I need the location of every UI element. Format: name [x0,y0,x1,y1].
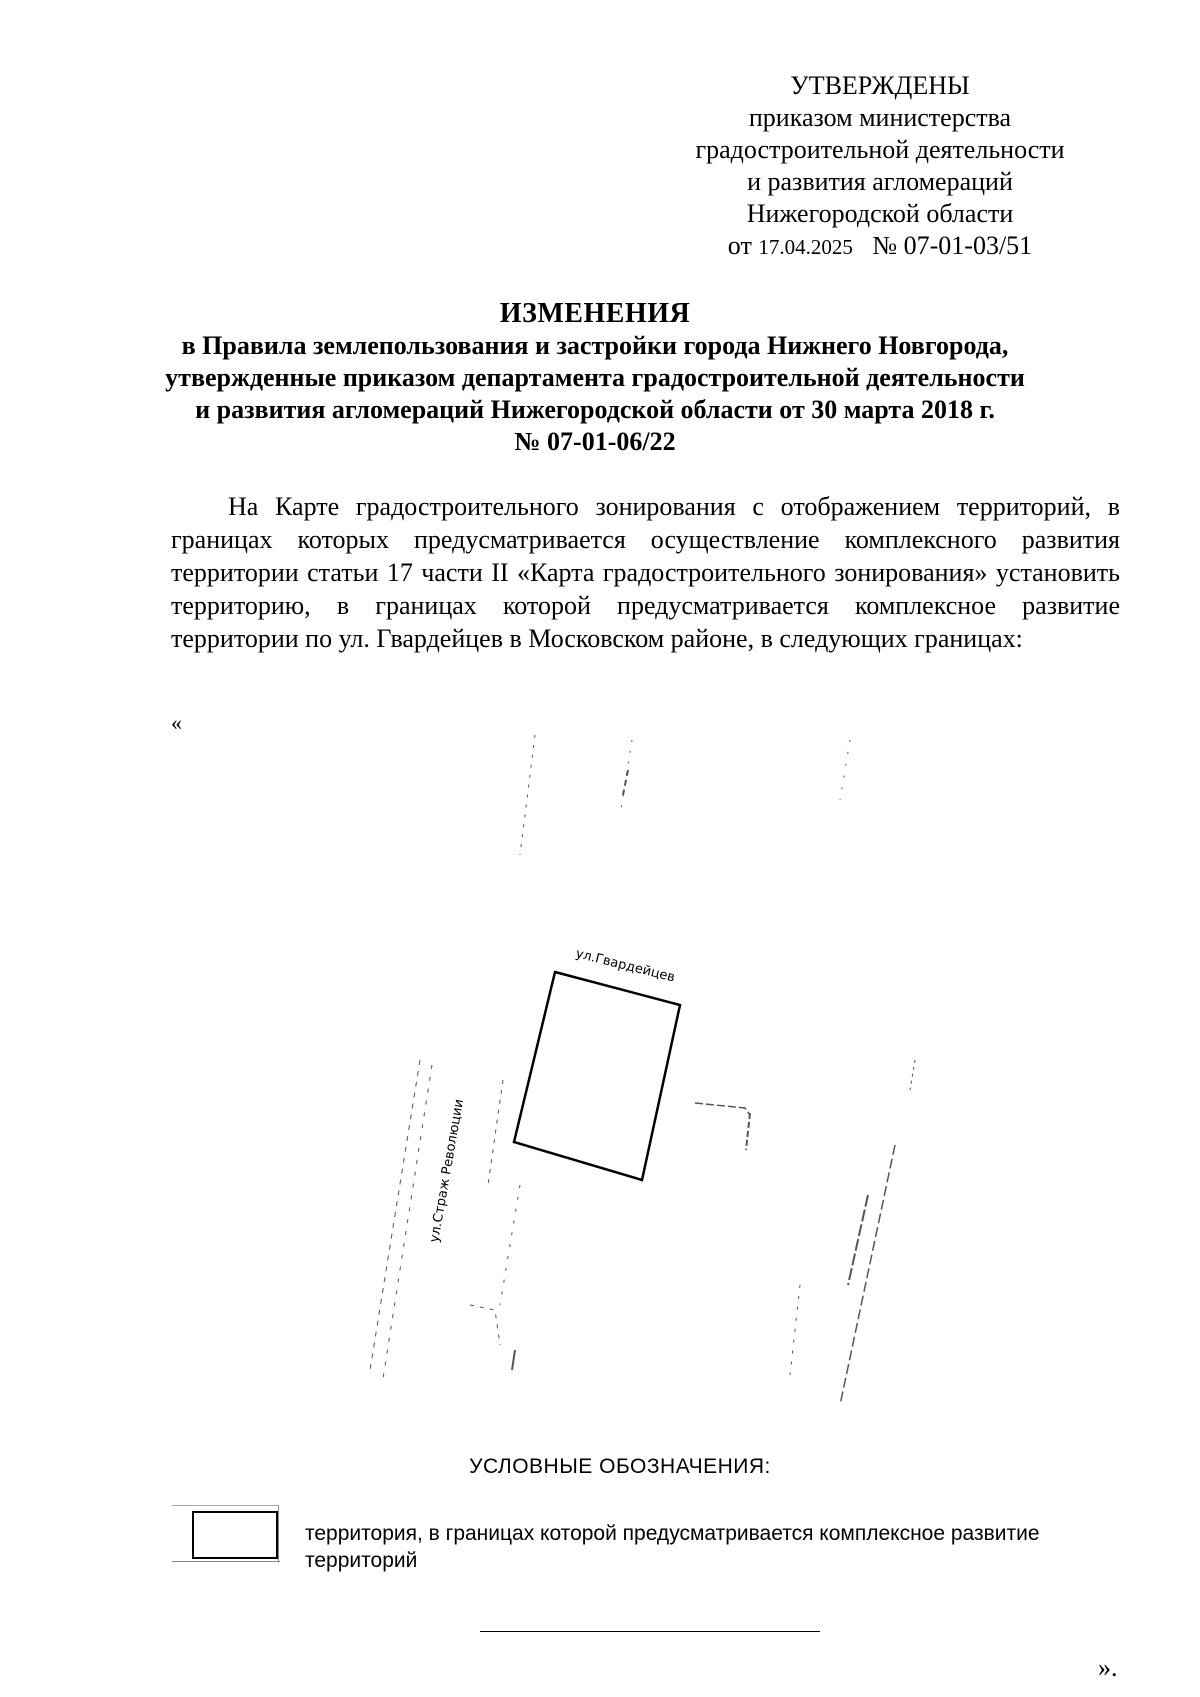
faint-line [910,1060,915,1090]
approval-block [660,70,1100,263]
approval-line-1: приказом министерства [748,103,1012,132]
faint-line [746,1113,750,1150]
document-subtitle-line-2: утвержденные приказом департамента градостроительной деятельности [165,363,1025,392]
approval-title: УТВЕРЖДЕНЫ [790,71,970,100]
development-territory-boundary [514,972,680,1180]
approval-number: № 07-01-03/51 [872,231,1033,260]
horizontal-rule [480,1631,820,1632]
approval-date-number-line [660,230,1100,263]
faint-line [512,1350,515,1370]
document-subtitle-line-3: и развития агломераций Нижегородской области от 30 марта 2018 г. [195,395,995,424]
legend-symbol-edge [172,1561,280,1562]
close-quote: ». [1098,1653,1118,1682]
approval-line-3: и развития агломераций [747,167,1013,196]
faint-line [520,735,535,855]
open-quote: « [171,710,182,735]
faint-line [848,1195,868,1285]
boundary-map [370,725,1010,1405]
document-subtitle-line-1: в Правила землепользования и застройки города Нижнего Новгорода, [181,331,1009,360]
document-heading [150,298,1040,458]
faint-line [840,740,850,800]
body-paragraph: На Карте градостроительного зонирования с отображением территорий, в границах которых предусматривается осуществление комплексного развития территории статьи 17 части II «Карта градостроительного зонирования» установить территорию, в границах которой предусматривается комплексное развитие территории по ул. Гвардейцев в Московском районе, в следующих границах: [171,492,1120,653]
faint-map-lines [370,735,915,1405]
faint-line [470,1305,500,1345]
faint-line [488,1080,503,1185]
street-label-gvardeytsev: ул.Гвардейцев [574,946,677,986]
approval-date: 17.04.2025 [758,235,853,259]
faint-line [840,1145,895,1405]
document-subtitle-line-4: № 07-01-06/22 [514,427,676,456]
approval-line-2: градостроительной деятельности [695,135,1065,164]
faint-line [370,1060,420,1370]
faint-line [382,1065,432,1385]
legend-title: УСЛОВНЫЕ ОБОЗНАЧЕНИЯ: [469,1455,771,1478]
legend-symbol [172,1505,282,1565]
approval-date-prefix: от [727,231,752,260]
legend-symbol-frame [192,1511,278,1559]
faint-line [790,1285,800,1375]
faint-line [620,740,632,815]
legend-item-text: территория, в границах которой предусматривается комплексное развитие территорий [305,1522,1040,1572]
approval-line-4: Нижегородской области [746,199,1014,228]
faint-line [623,770,628,795]
faint-line [695,1103,750,1115]
legend-symbol-edge [278,1505,279,1562]
street-label-strazh-revolyutsii: ул.Страж Революции [427,1097,468,1244]
legend-symbol-edge [172,1505,279,1506]
document-title: ИЗМЕНЕНИЯ [499,298,691,329]
faint-line [500,1185,520,1305]
